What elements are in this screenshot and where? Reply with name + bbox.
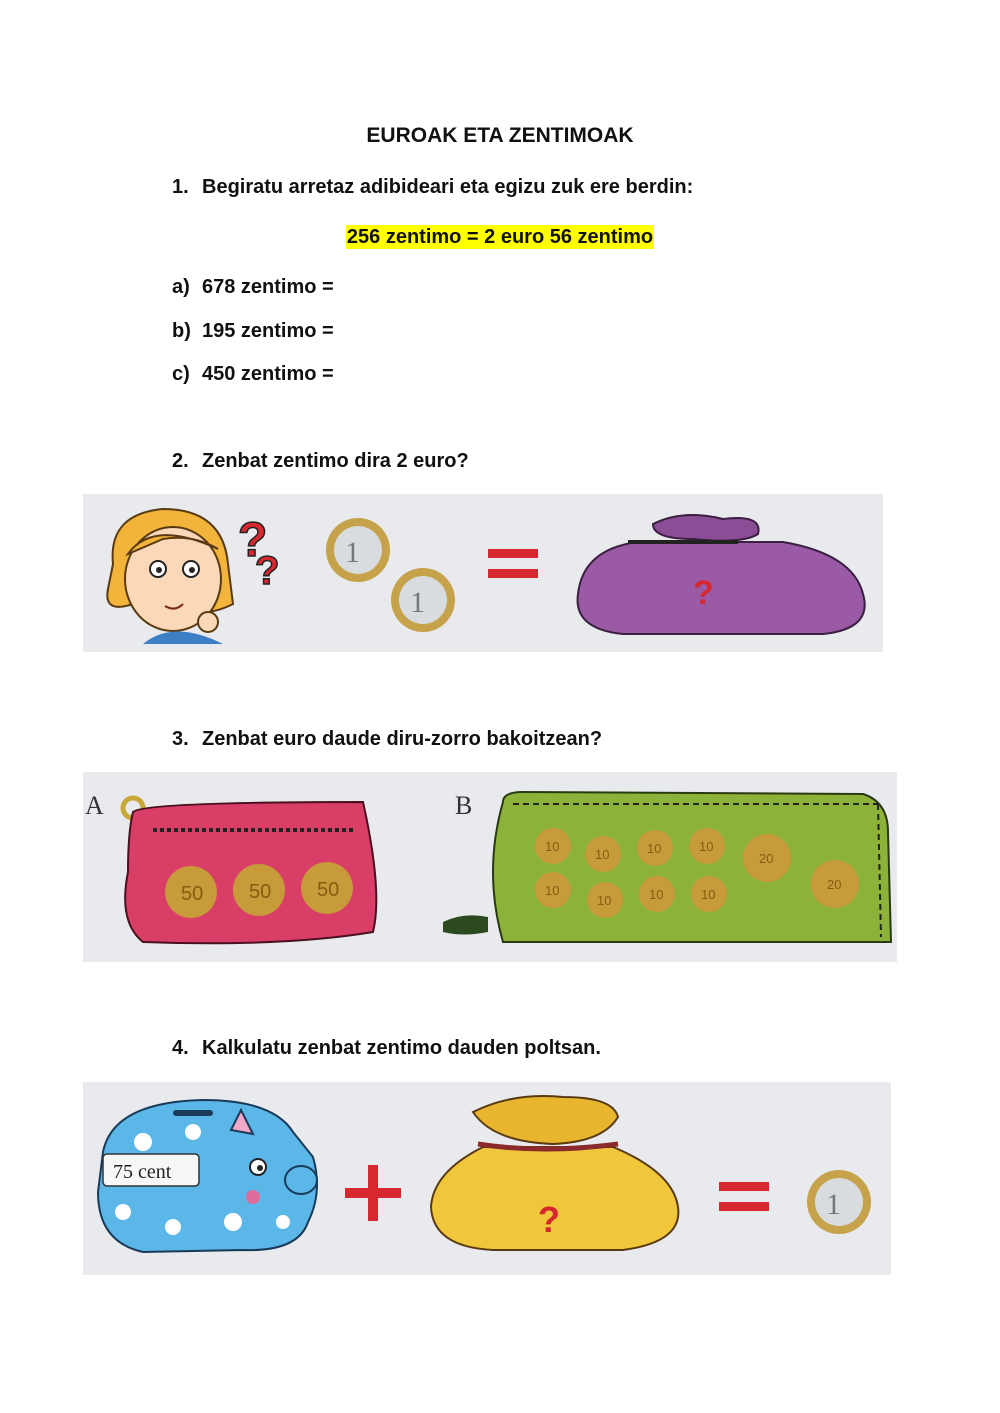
item-text: 450 zentimo = <box>202 363 334 385</box>
one-euro-coin-icon <box>807 1170 871 1234</box>
illustration-piggy-bank <box>83 1082 891 1275</box>
item-letter: b) <box>172 320 191 342</box>
item-letter: a) <box>172 276 190 298</box>
question-marks-icon <box>238 514 279 593</box>
question-3 <box>172 728 602 751</box>
equals-sign-icon <box>488 549 538 578</box>
svg-text:50: 50 <box>181 883 204 905</box>
svg-text:10: 10 <box>545 839 560 854</box>
question-text: Kalkulatu zenbat zentimo dauden poltsan. <box>202 1037 601 1059</box>
item-a <box>172 276 334 299</box>
plus-sign-icon <box>345 1165 401 1221</box>
one-euro-coin-icon <box>326 518 390 582</box>
svg-text:10: 10 <box>701 887 716 902</box>
svg-text:10: 10 <box>647 841 662 856</box>
illustration-purses <box>83 772 897 962</box>
coin-10-cent-icon <box>587 882 623 918</box>
svg-text:20: 20 <box>827 877 842 892</box>
coin-10-cent-icon <box>535 828 571 864</box>
svg-text:10: 10 <box>649 887 664 902</box>
coin-20-cent-icon <box>743 834 791 882</box>
svg-text:?: ? <box>538 1199 560 1240</box>
svg-text:10: 10 <box>595 847 610 862</box>
coin-10-cent-icon <box>689 828 725 864</box>
coin-50-cent-icon <box>165 866 217 918</box>
svg-text:1: 1 <box>826 1188 841 1221</box>
coin-10-cent-icon <box>637 830 673 866</box>
coin-50-cent-icon <box>301 862 353 914</box>
svg-text:1: 1 <box>410 586 425 619</box>
svg-text:10: 10 <box>545 883 560 898</box>
item-text: 195 zentimo = <box>202 320 334 342</box>
money-bag-icon <box>578 515 865 634</box>
coin-50-cent-icon <box>233 864 285 916</box>
svg-text:20: 20 <box>759 851 774 866</box>
item-b <box>172 320 334 343</box>
piggy-tag: 75 cent <box>113 1161 172 1183</box>
coin-10-cent-icon <box>585 836 621 872</box>
svg-text:50: 50 <box>317 879 340 901</box>
question-number: 4. <box>172 1037 189 1059</box>
one-euro-coin-icon <box>391 568 455 632</box>
svg-text:50: 50 <box>249 881 272 903</box>
coin-10-cent-icon <box>639 876 675 912</box>
item-text: 678 zentimo = <box>202 276 334 298</box>
coin-10-cent-icon <box>535 872 571 908</box>
example-highlight <box>0 226 1000 249</box>
example-text: 256 zentimo = 2 euro 56 zentimo <box>346 226 654 248</box>
question-text: Zenbat zentimo dira 2 euro? <box>202 450 469 472</box>
svg-text:10: 10 <box>597 893 612 908</box>
question-2 <box>172 450 469 473</box>
svg-text:1: 1 <box>345 536 360 569</box>
question-text: Begiratu arretaz adibideari eta egizu zuk ere berdin: <box>202 176 694 198</box>
illustration-two-euro <box>83 494 883 652</box>
equals-sign-icon <box>719 1182 769 1211</box>
question-number: 2. <box>172 450 189 472</box>
money-bag-icon <box>431 1096 678 1250</box>
item-c <box>172 363 334 386</box>
svg-text:?: ? <box>255 549 280 593</box>
coin-20-cent-icon <box>811 860 859 908</box>
svg-text:10: 10 <box>699 839 714 854</box>
purse-b-label: B <box>455 791 473 820</box>
item-letter: c) <box>172 363 190 385</box>
coin-10-cent-icon <box>691 876 727 912</box>
piggy-bank-icon <box>98 1100 317 1252</box>
purse-a-label: A <box>85 791 104 820</box>
question-1 <box>172 176 693 199</box>
svg-text:?: ? <box>238 514 268 567</box>
question-text: Zenbat euro daude diru-zorro bakoitzean? <box>202 728 603 750</box>
svg-text:?: ? <box>693 574 714 612</box>
thinking-girl-icon <box>107 509 233 644</box>
page-title: EUROAK ETA ZENTIMOAK <box>366 124 634 147</box>
question-number: 3. <box>172 728 189 750</box>
question-number: 1. <box>172 176 189 198</box>
question-4 <box>172 1037 601 1060</box>
